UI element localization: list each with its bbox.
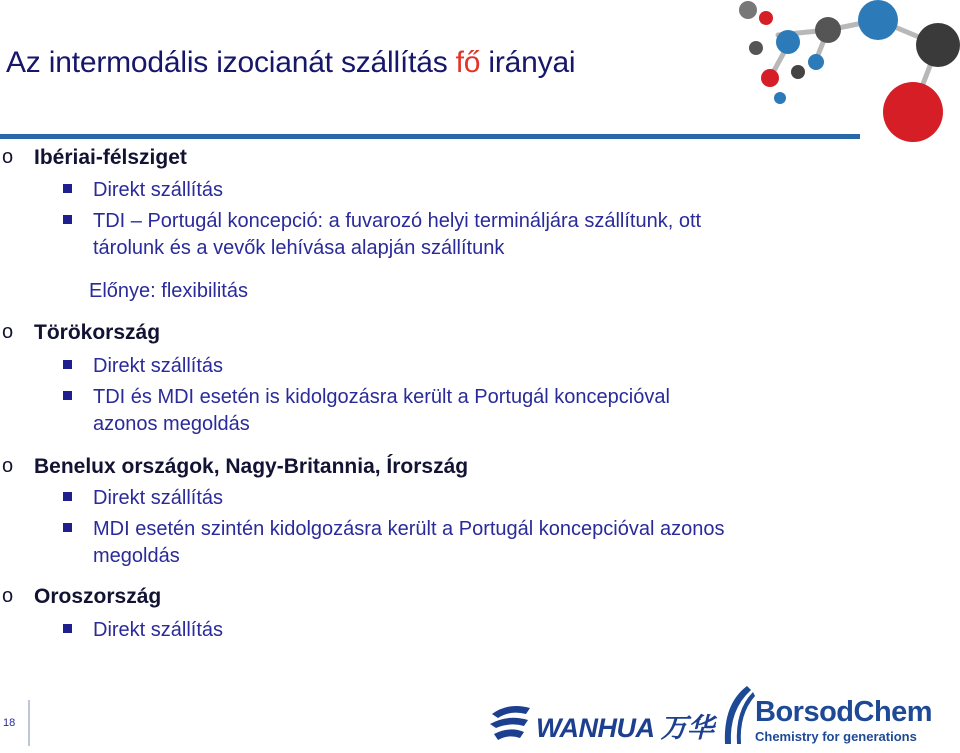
list-item: Direkt szállítás [93, 616, 223, 644]
list-item: MDI esetén szintén kidolgozásra került a Portugál koncepcióval azonos [93, 515, 724, 543]
wanhua-logo [488, 700, 714, 743]
bullet-marker: o [2, 321, 14, 343]
bullet-marker: o [2, 455, 14, 477]
note-advantage: Előnye: flexibilitás [89, 280, 248, 302]
wanhua-wordmark: WANHUA 万华 [536, 713, 714, 743]
list-item: Direkt szállítás [93, 484, 223, 512]
list-item: TDI – Portugál koncepció: a fuvarozó helyi termináljára szállítunk, ott [93, 207, 701, 235]
borsodchem-logo [717, 682, 957, 748]
section-heading-benelux: o Benelux országok, Nagy-Britannia, Írország [2, 455, 469, 478]
square-bullet-icon [63, 184, 72, 193]
list-item-continuation: azonos megoldás [93, 413, 250, 435]
list-item-continuation: tárolunk és a vevők lehívása alapján szállítunk [93, 237, 505, 259]
section-heading-iberia: o Ibériai-félsziget [2, 146, 187, 169]
list-item: Direkt szállítás [93, 352, 223, 380]
square-bullet-icon [63, 391, 72, 400]
square-bullet-icon [63, 360, 72, 369]
square-bullet-icon [63, 215, 72, 224]
list-item: TDI és MDI esetén is kidolgozásra került a Portugál koncepcióval [93, 383, 670, 411]
wanhua-emblem-icon [488, 700, 534, 742]
square-bullet-icon [63, 624, 72, 633]
title-main: Az intermodális izocianát szállítás [6, 46, 456, 79]
section-heading-russia: o Oroszország [2, 585, 162, 608]
borsodchem-wordmark: BorsodChem [755, 696, 933, 728]
page-number: 18 [3, 717, 16, 729]
bullet-marker: o [2, 585, 14, 607]
footer-divider [28, 700, 30, 746]
list-item-continuation: megoldás [93, 545, 180, 567]
section-heading-turkey: o Törökország [2, 321, 161, 344]
square-bullet-icon [63, 523, 72, 532]
title-accent: fő [455, 46, 481, 79]
bullet-marker: o [2, 146, 14, 168]
borsodchem-tagline: Chemistry for generations [755, 729, 917, 744]
title-tail: irányai [480, 46, 576, 79]
borsodchem-swoosh-icon [717, 682, 757, 748]
square-bullet-icon [63, 492, 72, 501]
list-item: Direkt szállítás [93, 176, 223, 204]
